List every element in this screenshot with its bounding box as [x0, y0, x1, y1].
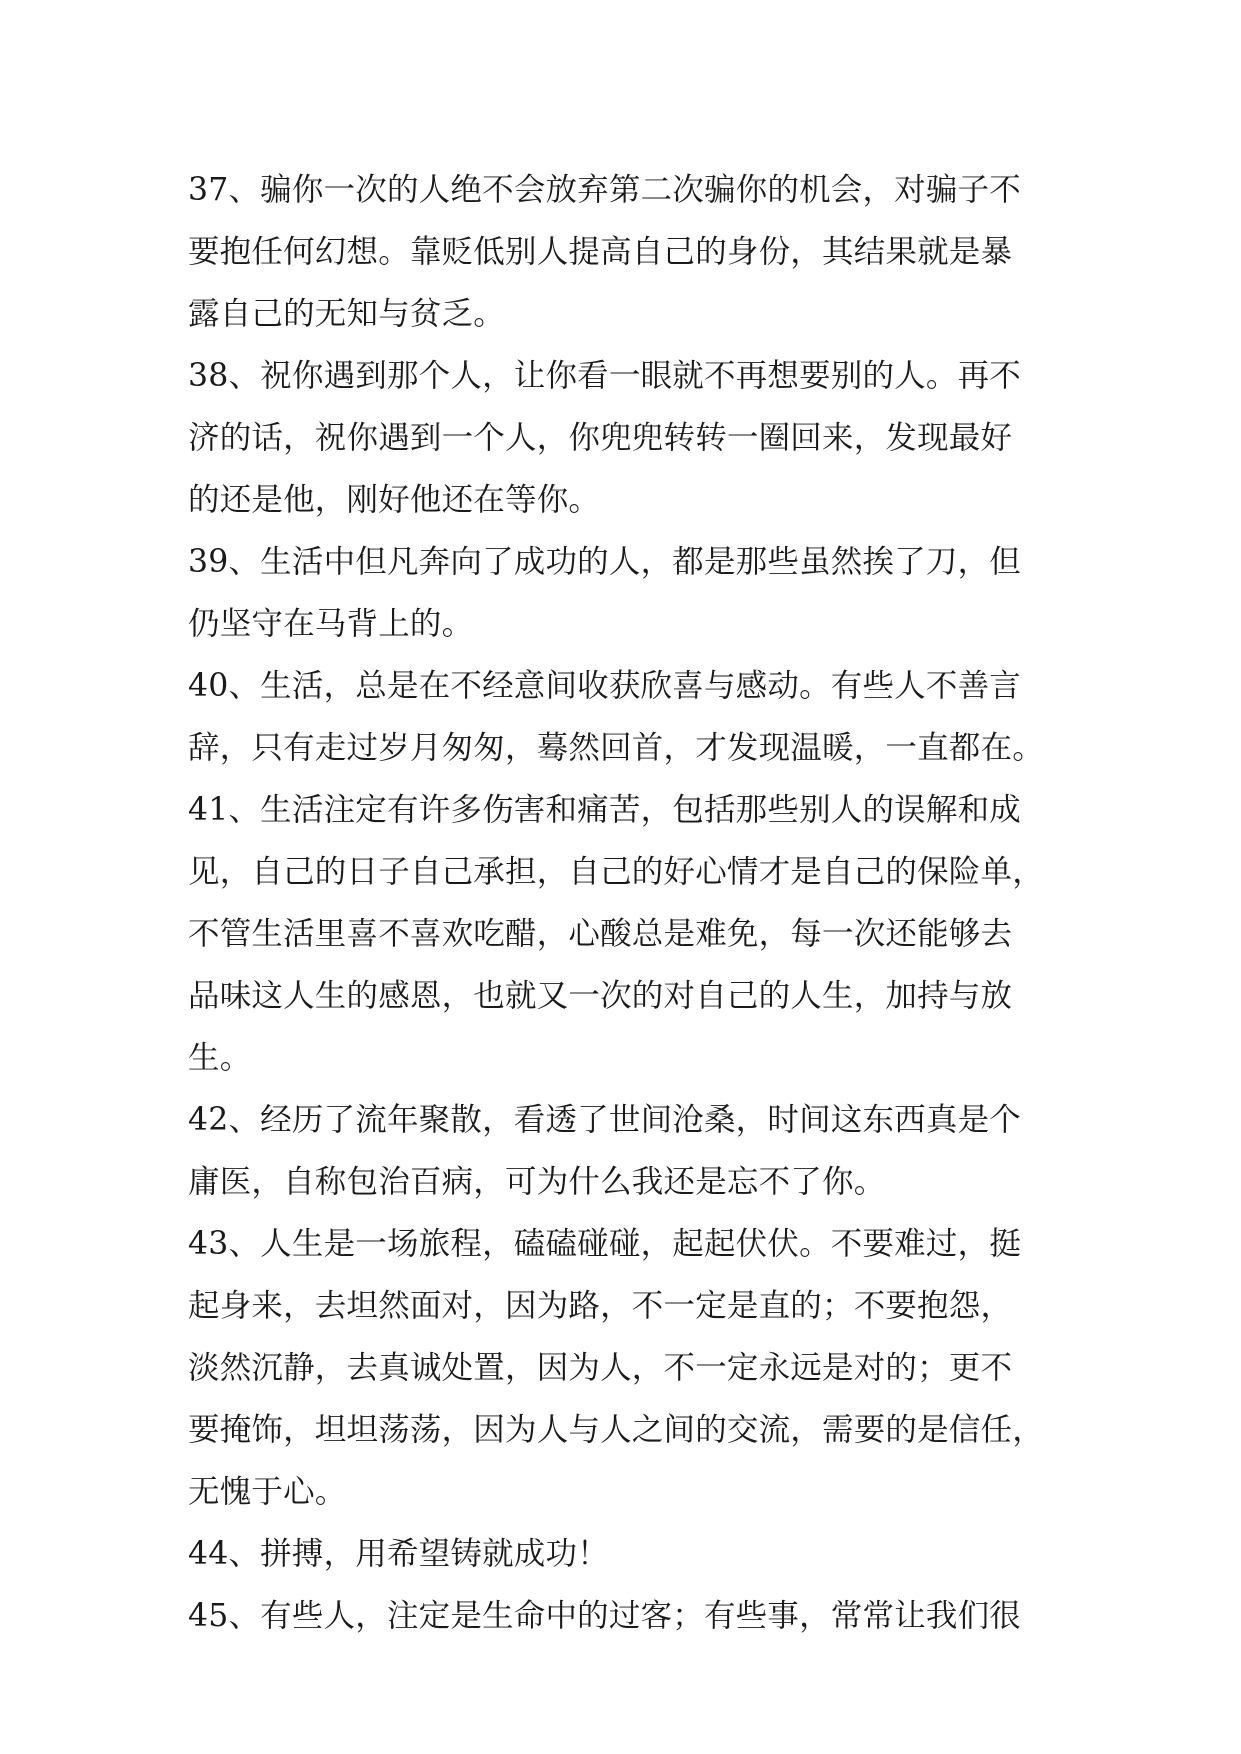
text-line: 无愧于心。	[188, 1474, 347, 1510]
text-line: 44、拼搏，用希望铸就成功！	[188, 1536, 609, 1572]
text-line: 起身来，去坦然面对，因为路，不一定是直的；不要抱怨，	[188, 1288, 1013, 1324]
text-line: 生。	[188, 1040, 252, 1076]
text-line: 40、生活，总是在不经意间收获欣喜与感动。有些人不善言	[188, 668, 1021, 704]
text-line: 仍坚守在马背上的。	[188, 606, 474, 642]
text-line: 43、人生是一场旅程，磕磕碰碰，起起伏伏。不要难过，挺	[188, 1226, 1021, 1262]
text-line: 42、经历了流年聚散，看透了世间沧桑，时间这东西真是个	[188, 1102, 1021, 1138]
document-body	[188, 159, 1056, 1647]
text-line: 要抱任何幻想。靠贬低别人提高自己的身份，其结果就是暴	[188, 234, 1013, 270]
text-line: 39、生活中但凡奔向了成功的人，都是那些虽然挨了刀，但	[188, 544, 1021, 580]
text-line: 38、祝你遇到那个人，让你看一眼就不再想要别的人。再不	[188, 358, 1021, 394]
text-line: 品味这人生的感恩，也就又一次的对自己的人生，加持与放	[188, 978, 1013, 1014]
text-line: 45、有些人，注定是生命中的过客；有些事，常常让我们很	[188, 1598, 1021, 1634]
text-line: 41、生活注定有许多伤害和痛苦，包括那些别人的误解和成	[188, 792, 1021, 828]
text-line: 见，自己的日子自己承担，自己的好心情才是自己的保险单，	[188, 854, 1044, 890]
text-line: 淡然沉静，去真诚处置，因为人，不一定永远是对的；更不	[188, 1350, 1013, 1386]
text-line: 的还是他，刚好他还在等你。	[188, 482, 601, 518]
text-line: 37、骗你一次的人绝不会放弃第二次骗你的机会，对骗子不	[188, 172, 1021, 208]
text-line: 辞，只有走过岁月匆匆，蓦然回首，才发现温暖，一直都在。	[188, 730, 1044, 766]
text-line: 露自己的无知与贫乏。	[188, 296, 506, 332]
text-line: 不管生活里喜不喜欢吃醋，心酸总是难免，每一次还能够去	[188, 916, 1013, 952]
text-line: 要掩饰，坦坦荡荡，因为人与人之间的交流，需要的是信任，	[188, 1412, 1044, 1448]
text-line: 济的话，祝你遇到一个人，你兜兜转转一圈回来，发现最好	[188, 420, 1013, 456]
text-line: 庸医，自称包治百病，可为什么我还是忘不了你。	[188, 1164, 886, 1200]
